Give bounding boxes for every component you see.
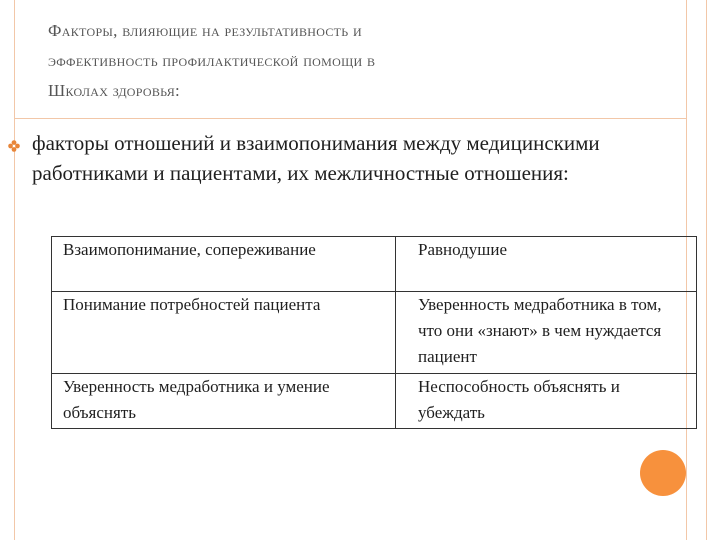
table-cell-right: Неспособность объяснять и убеждать [396,374,697,429]
title-line-1: Факторы, влияющие на результативность и [48,21,362,40]
table-cell-right: Уверенность медработника в том, что они «знают» в чем нуждается пациент [396,292,697,374]
table-cell-left: Взаимопонимание, сопереживание [52,237,396,292]
table-row [52,374,697,429]
title-divider [14,118,687,119]
title-line-2: эффективность профилактической помощи в [48,51,376,70]
table-cell-left: Уверенность медработника и умение объяснять [52,374,396,429]
bullet-icon [8,140,20,152]
bullet-text: факторы отношений и взаимопонимания между медицинскими работниками и пациентами, их межличностные отношения: [32,131,600,185]
factors-table [51,236,697,429]
frame-line-left [14,0,15,540]
decorative-circle [640,450,686,496]
table-row [52,237,697,292]
title-line-3: Школах здоровья: [48,81,181,100]
table-cell-left: Понимание потребностей пациента [52,292,396,374]
frame-line-right-outer [706,0,707,540]
table-row [52,292,697,374]
slide-title [48,16,648,106]
table-cell-right: Равнодушие [396,237,697,292]
